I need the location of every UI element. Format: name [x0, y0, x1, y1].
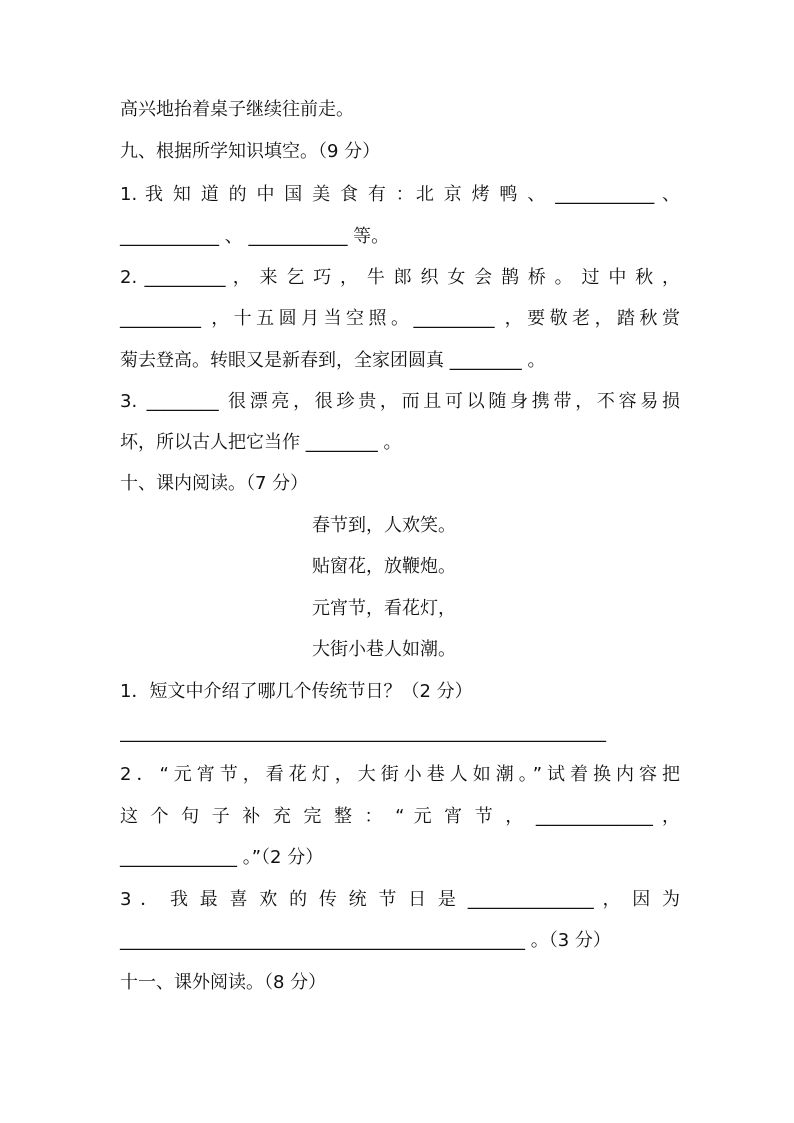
q9-1-line-1: 1. 我 知 道 的 中 国 美 食 有 ：北 京 烤 鸭 、 ___________ 、 [120, 184, 680, 205]
poem-line-2: 贴窗花，放鞭炮。 [312, 556, 456, 577]
q10-1-answer-blank: ______________________________________________________ [120, 722, 606, 743]
paragraph-tail: 高兴地抬着桌子继续往前走。 [120, 99, 354, 120]
q9-1-line-2: ___________ 、 ___________ 等。 [120, 226, 390, 247]
q10-2-line-3: _____________ 。”（2 分） [120, 847, 324, 868]
q10-2-line-1: 2．“元宵节，看花灯，大街小巷人如潮。”试着换内容把 [120, 764, 680, 785]
poem-line-3: 元宵节，看花灯， [312, 598, 456, 619]
q10-3-line-1: 3 ． 我 最 喜 欢 的 传 统 节 日 是 ______________ ， 因 为 [120, 889, 680, 910]
section-10-heading: 十、课内阅读。（7 分） [120, 473, 309, 494]
q9-3-line-2: 坏，所以古人把它当作 ________ 。 [120, 432, 402, 453]
q10-1-text: 1．短文中介绍了哪几个传统节日？（2 分） [120, 681, 473, 702]
q9-2-line-1: 2. _________ ， 来 乞 巧 ， 牛 郎 织 女 会 鹊 桥 。 过 中 秋 ， [120, 267, 680, 288]
poem-line-4: 大街小巷人如潮。 [312, 639, 456, 660]
q9-3-line-1: 3. ________ 很漂亮，很珍贵，而且可以随身携带，不容易损 [120, 391, 680, 412]
q9-2-line-2: _________ ，十五圆月当空照。_________ ，要敬老，踏秋赏 [120, 308, 680, 329]
section-9-heading: 九、根据所学知识填空。（9 分） [120, 141, 381, 162]
q10-3-line-2: _____________________________________________ 。（3 分） [120, 930, 611, 951]
poem-line-1: 春节到，人欢笑。 [312, 515, 456, 536]
section-11-heading: 十一、课外阅读。（8 分） [120, 972, 327, 993]
q9-2-line-3: 菊去登高。转眼又是新春到，全家团圆真 ________ 。 [120, 350, 546, 371]
q10-2-line-2: 这 个 句 子 补 充 完 整 ： “ 元 宵 节 ， _____________ ， [120, 806, 680, 827]
